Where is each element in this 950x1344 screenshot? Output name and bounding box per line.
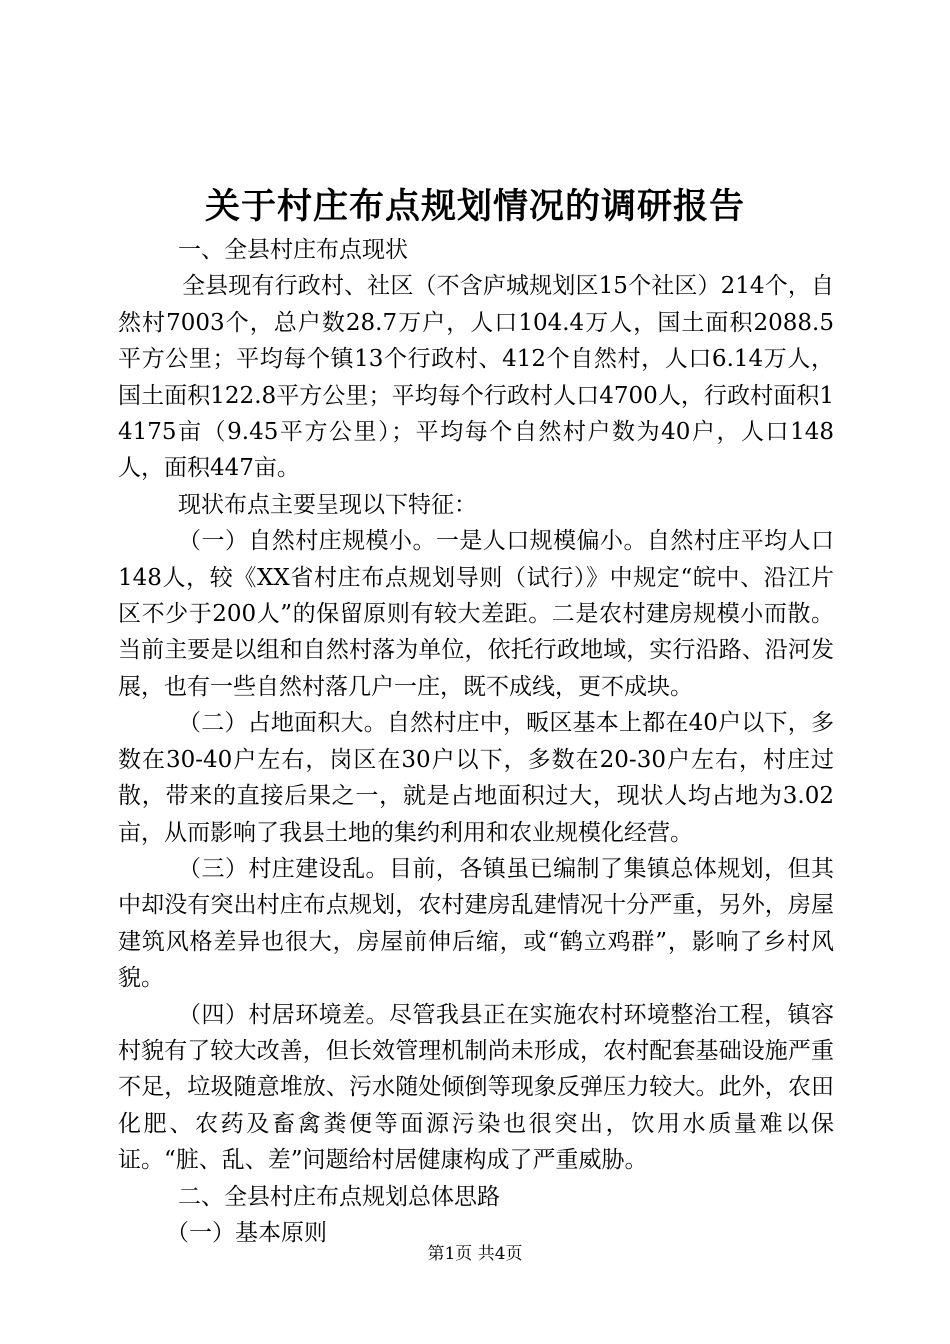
document-body: [118, 232, 834, 1251]
paragraph-feature-2: （二）占地面积大。自然村庄中，畈区基本上都在40户以下，多数在30-40户左右，岗区在30户以下，多数在20-30户左右，村庄过散，带来的直接后果之一，就是占地面积过大，现状人均占地为3.02亩，从而影响了我县土地的集约利用和农业规模化经营。: [118, 710, 834, 846]
paragraph-feature-1: （一）自然村庄规模小。一是人口规模偏小。自然村庄平均人口148人，较《XX省村庄布点规划导则（试行）》中规定“皖中、沿江片区不少于200人”的保留原则有较大差距。二是农村建房规模小而散。当前主要是以组和自然村落为单位，依托行政地域，实行沿路、沿河发展，也有一些自然村落几户一庄，既不成线，更不成块。: [118, 528, 834, 700]
page-number-footer: 第1页 共4页: [427, 1244, 523, 1264]
paragraph-status-overview: 全县现有行政村、社区（不含庐城规划区15个社区）214个，自然村7003个，总户数28.7万户，人口104.4万人，国土面积2088.5平方公里；平均每个镇13个行政村、412个自然村，人口6.14万人，国土面积122.8平方公里；平均每个行政村人口4700人，行政村面积14175亩（9.45平方公里）；平均每个自然村户数为40户，人口148人，面积447亩。: [118, 273, 834, 482]
paragraph-features-intro: 现状布点主要呈现以下特征：: [178, 491, 477, 518]
section-heading-2: 二、全县村庄布点规划总体思路: [178, 1183, 500, 1210]
paragraph-feature-4: （四）村居环境差。尽管我县正在实施农村环境整治工程，镇容村貌有了较大改善，但长效管理机制尚未形成，农村配套基础设施严重不足，垃圾随意堆放、污水随处倾倒等现象反弹压力较大。此外，农田化肥、农药及畜禽粪便等面源污染也很突出，饮用水质量难以保证。“脏、乱、差”问题给村居健康构成了严重威胁。: [118, 1001, 834, 1174]
subsection-heading-principles: （一）基本原则: [166, 1219, 327, 1246]
document-title: 关于村庄布点规划情况的调研报告: [204, 186, 745, 227]
section-heading-1: 一、全县村庄布点现状: [178, 237, 408, 263]
paragraph-feature-3: （三）村庄建设乱。目前，各镇虽已编制了集镇总体规划，但其中却没有突出村庄布点规划，农村建房乱建情况十分严重，另外，房屋建筑风格差异也很大，房屋前伸后缩，或“鹤立鸡群”，影响了乡村风貌。: [118, 855, 834, 992]
